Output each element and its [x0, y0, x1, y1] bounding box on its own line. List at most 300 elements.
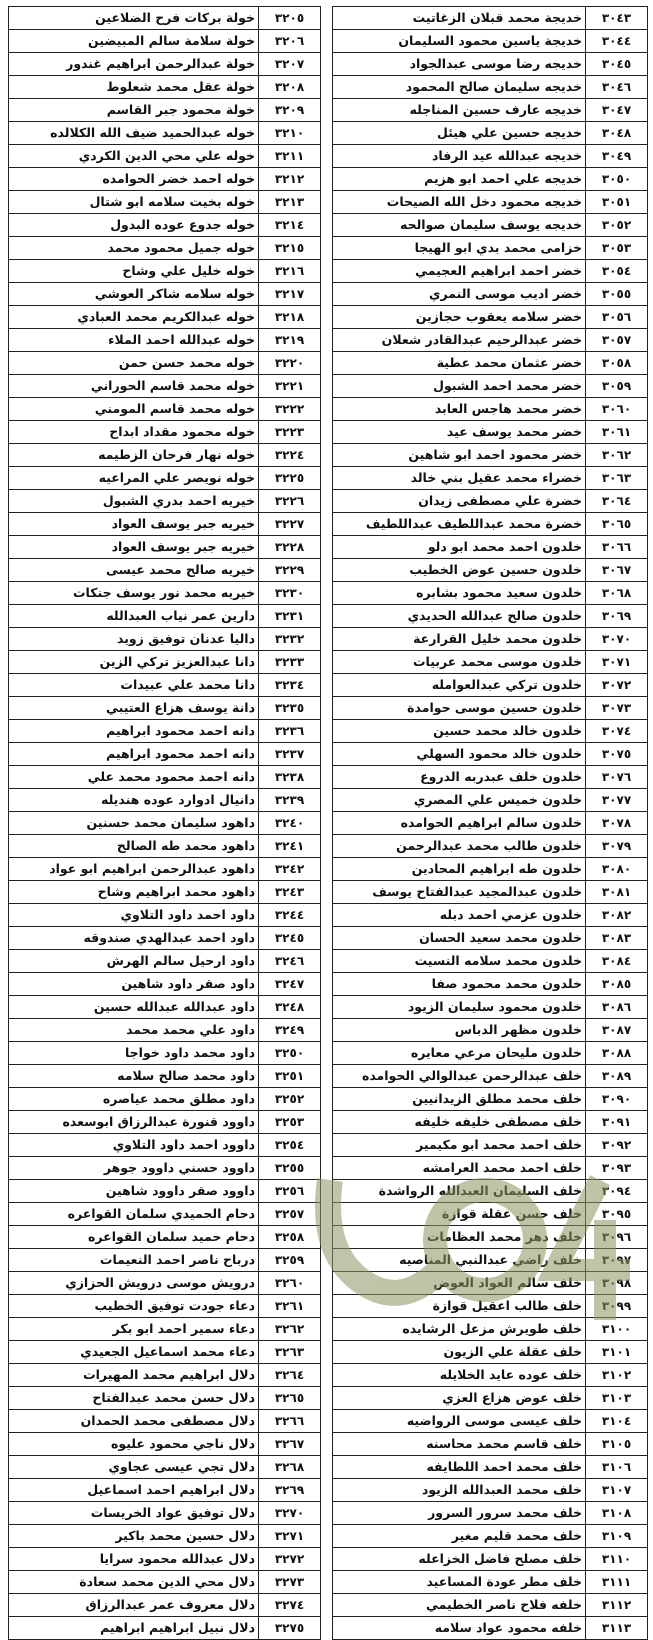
entry-number: ٣٢٧٥: [259, 1617, 321, 1640]
entry-number: ٣١٠٦: [586, 1456, 648, 1479]
entry-number: ٣٠٧٥: [586, 743, 648, 766]
table-row: [9, 697, 321, 720]
table-row: [333, 858, 648, 881]
entry-name: خضر احمد ابراهيم العجيمي: [333, 260, 586, 283]
entry-name: خوله جميل محمود محمد: [9, 237, 259, 260]
table-row: [333, 53, 648, 76]
table-row: [333, 1433, 648, 1456]
entry-number: ٣٠٤٦: [586, 76, 648, 99]
entry-name: خلدون خالد محمود السهلي: [333, 743, 586, 766]
table-row: [333, 122, 648, 145]
entry-number: ٣٠٦١: [586, 421, 648, 444]
table-row: [9, 1272, 321, 1295]
entry-name: خديجة محمد قبلان الزغاتيت: [333, 7, 586, 30]
entry-number: ٣٢٧١: [259, 1525, 321, 1548]
table-row: [333, 628, 648, 651]
table-row: [333, 375, 648, 398]
entry-name: دعاء محمد اسماعيل الجعيدي: [9, 1341, 259, 1364]
entry-number: ٣٢٤٣: [259, 881, 321, 904]
table-row: [9, 559, 321, 582]
entry-name: داود علي محمد محمد: [9, 1019, 259, 1042]
entry-name: خلدون مليحان مرعي معايره: [333, 1042, 586, 1065]
entry-name: خلدون تركي عبدالعوامله: [333, 674, 586, 697]
entry-name: دانه احمد محمود محمد علي: [9, 766, 259, 789]
entry-name: داوود قنورة عبدالرزاق ابوسعده: [9, 1111, 259, 1134]
entry-name: خلدون عزمي احمد دبله: [333, 904, 586, 927]
entry-name: خلدون احمد محمد ابو دلو: [333, 536, 586, 559]
entry-name: خوله محمد قاسم المومني: [9, 398, 259, 421]
entry-name: دلال نبيل ابراهيم ابراهيم: [9, 1617, 259, 1640]
entry-number: ٣٠٤٤: [586, 30, 648, 53]
entry-name: داوود حسني داوود جوهر: [9, 1157, 259, 1180]
table-row: [333, 145, 648, 168]
entry-number: ٣٢٥٨: [259, 1226, 321, 1249]
table-row: [333, 536, 648, 559]
entry-number: ٣٢٠٦: [259, 30, 321, 53]
table-row: [333, 1295, 648, 1318]
entry-name: خضر محمد احمد الشبول: [333, 375, 586, 398]
table-row: [9, 237, 321, 260]
entry-name: دانا محمد علي عبيدات: [9, 674, 259, 697]
entry-name: دحام حميد سلمان القواعره: [9, 1226, 259, 1249]
entry-number: ٣٠٥٨: [586, 352, 648, 375]
table-row: [333, 904, 648, 927]
entry-number: ٣١٠٤: [586, 1410, 648, 1433]
entry-number: ٣١٠٥: [586, 1433, 648, 1456]
entry-number: ٣٠٩١: [586, 1111, 648, 1134]
entry-name: دلال حسين محمد باكير: [9, 1525, 259, 1548]
entry-name: خلدون محمد سلامه النسيت: [333, 950, 586, 973]
table-row: [333, 444, 648, 467]
table-row: [9, 168, 321, 191]
entry-name: خلف عوض هزاع العزي: [333, 1387, 586, 1410]
entry-number: ٣٢٤١: [259, 835, 321, 858]
entry-number: ٣٠٧١: [586, 651, 648, 674]
entry-number: ٣٢٢٢: [259, 398, 321, 421]
table-row: [333, 398, 648, 421]
table-row: [333, 1410, 648, 1433]
entry-number: ٣٢٢٨: [259, 536, 321, 559]
table-row: [9, 513, 321, 536]
entry-number: ٣٢٥٢: [259, 1088, 321, 1111]
table-row: [9, 628, 321, 651]
entry-number: ٣٠٥٧: [586, 329, 648, 352]
table-row: [333, 1364, 648, 1387]
entry-name: داود محمد داود خواجا: [9, 1042, 259, 1065]
entry-name: خوله محمد قاسم الحوراني: [9, 375, 259, 398]
entry-number: ٣١١١: [586, 1571, 648, 1594]
entry-name: دلال عبدالله محمود سرايا: [9, 1548, 259, 1571]
entry-name: خضر سلامه يعقوب حجازين: [333, 306, 586, 329]
entry-name: خزامى محمد بدي ابو الهيجا: [333, 237, 586, 260]
entry-number: ٣٠٦٧: [586, 559, 648, 582]
entry-name: دلال مصطفى محمد الحمدان: [9, 1410, 259, 1433]
table-row: [333, 651, 648, 674]
entry-name: خوله بخيت سلامه ابو شتال: [9, 191, 259, 214]
table-row: [9, 651, 321, 674]
table-row: [9, 352, 321, 375]
entry-name: خلف سالم العواد العوض: [333, 1272, 586, 1295]
entry-number: ٣٢٥٩: [259, 1249, 321, 1272]
entry-number: ٣٠٥٤: [586, 260, 648, 283]
table-row: [9, 996, 321, 1019]
table-row: [333, 1065, 648, 1088]
entry-number: ٣٠٥٠: [586, 168, 648, 191]
table-row: [333, 1019, 648, 1042]
entry-name: داليا عدنان توفيق زويد: [9, 628, 259, 651]
entry-number: ٣٠٤٧: [586, 99, 648, 122]
entry-name: خلف قاسم محمد محاسنه: [333, 1433, 586, 1456]
entry-number: ٣٢٤٥: [259, 927, 321, 950]
entry-name: خوله علي محي الدين الكردي: [9, 145, 259, 168]
table-row: [9, 398, 321, 421]
entry-number: ٣٠٦٤: [586, 490, 648, 513]
entry-name: خوله جدوع عوده البدول: [9, 214, 259, 237]
entry-name: خلدون محمد سعيد الحسان: [333, 927, 586, 950]
entry-name: خديجه علي احمد ابو هزيم: [333, 168, 586, 191]
entry-name: خضر عثمان محمد عطية: [333, 352, 586, 375]
entry-number: ٣٢٦٧: [259, 1433, 321, 1456]
table-row: [9, 214, 321, 237]
entry-name: خديجه عارف حسين المناجله: [333, 99, 586, 122]
entry-number: ٣٢٣٣: [259, 651, 321, 674]
entry-number: ٣٠٧٩: [586, 835, 648, 858]
table-row: [9, 375, 321, 398]
entry-name: خضر اديب موسى النمري: [333, 283, 586, 306]
table-row: [333, 1571, 648, 1594]
entry-number: ٣٢٦٠: [259, 1272, 321, 1295]
table-row: [333, 1502, 648, 1525]
table-row: [9, 1157, 321, 1180]
table-row: [9, 1617, 321, 1640]
entry-number: ٣٢١٧: [259, 283, 321, 306]
entry-number: ٣٠٦٥: [586, 513, 648, 536]
entry-number: ٣٠٩٢: [586, 1134, 648, 1157]
entry-name: خوله محمد حسن حمن: [9, 352, 259, 375]
entry-number: ٣٠٨٧: [586, 1019, 648, 1042]
table-row: [9, 582, 321, 605]
table-row: [9, 1594, 321, 1617]
entry-name: دلال توفيق عواد الخريسات: [9, 1502, 259, 1525]
entry-name: خلدون طالب محمد عبدالرحمن: [333, 835, 586, 858]
table-row: [333, 30, 648, 53]
table-row: [333, 1088, 648, 1111]
entry-name: خلف السليمان العبدالله الرواشدة: [333, 1180, 586, 1203]
entry-name: دانيال ادوارد عوده هنديله: [9, 789, 259, 812]
entry-number: ٣٢٠٥: [259, 7, 321, 30]
entry-number: ٣٢١٥: [259, 237, 321, 260]
table-row: [9, 467, 321, 490]
entry-name: خديجه عبدالله عيد الرفاد: [333, 145, 586, 168]
entry-number: ٣٢٧٢: [259, 1548, 321, 1571]
table-row: [333, 720, 648, 743]
entry-number: ٣٠٥٢: [586, 214, 648, 237]
table-row: [9, 927, 321, 950]
table-row: [333, 766, 648, 789]
entry-name: خلف عوده عايد الخلايله: [333, 1364, 586, 1387]
entry-number: ٣٢٤٩: [259, 1019, 321, 1042]
table-row: [9, 1203, 321, 1226]
entry-name: دانه احمد محمود ابراهيم: [9, 720, 259, 743]
table-row: [333, 1525, 648, 1548]
table-row: [9, 1571, 321, 1594]
entry-name: خلف حسن عقلة قوازة: [333, 1203, 586, 1226]
table-row: [9, 835, 321, 858]
entry-name: خلف عيسى موسى الرواضيه: [333, 1410, 586, 1433]
entry-name: خلدون محمد خليل القرارعة: [333, 628, 586, 651]
entry-number: ٣٠٨٥: [586, 973, 648, 996]
entry-name: خلف احمد محمد ابو مكيمير: [333, 1134, 586, 1157]
entry-name: خلف مطر عودة المساعيد: [333, 1571, 586, 1594]
entry-name: خلف طالب اعقيل قوازة: [333, 1295, 586, 1318]
entry-name: داود ارحيل سالم الهرش: [9, 950, 259, 973]
entry-name: خلدون طه ابراهيم المحادين: [333, 858, 586, 881]
entry-name: خلدون خميس علي المصري: [333, 789, 586, 812]
entry-name: درويش موسى درويش الحزازي: [9, 1272, 259, 1295]
entry-name: خلدون موسى محمد عربيات: [333, 651, 586, 674]
entry-name: خلدون خلف عبدربه الدروع: [333, 766, 586, 789]
entry-number: ٣٢٤٤: [259, 904, 321, 927]
table-row: [333, 674, 648, 697]
entry-number: ٣٢٣٠: [259, 582, 321, 605]
table-row: [333, 835, 648, 858]
entry-number: ٣٢٦٩: [259, 1479, 321, 1502]
entry-name: خلدون مظهر الدباس: [333, 1019, 586, 1042]
table-row: [9, 283, 321, 306]
table-row: [333, 605, 648, 628]
table-row: [9, 7, 321, 30]
entry-name: دلال ابراهيم احمد اسماعيل: [9, 1479, 259, 1502]
entry-number: ٣٠٦٦: [586, 536, 648, 559]
table-row: [9, 30, 321, 53]
entry-name: خلف احمد محمد العرامشه: [333, 1157, 586, 1180]
entry-number: ٣٠٩٩: [586, 1295, 648, 1318]
entry-number: ٣٢٧٤: [259, 1594, 321, 1617]
entry-name: خلفه محمود عواد سلامه: [333, 1617, 586, 1640]
table-row: [9, 1249, 321, 1272]
table-row: [333, 559, 648, 582]
entry-number: ٣٢٦٤: [259, 1364, 321, 1387]
entry-number: ٣٠٤٣: [586, 7, 648, 30]
table-row: [333, 1456, 648, 1479]
entry-name: دلال تجي عيسى عجاوي: [9, 1456, 259, 1479]
table-row: [9, 1341, 321, 1364]
table-row: [333, 1111, 648, 1134]
table-row: [9, 1295, 321, 1318]
entry-number: ٣٢٥٣: [259, 1111, 321, 1134]
entry-name: خلدون حسين عوض الخطيب: [333, 559, 586, 582]
entry-name: داهود عبدالرحمن ابراهيم ابو عواد: [9, 858, 259, 881]
table-row: [9, 306, 321, 329]
entry-number: ٣٢٥١: [259, 1065, 321, 1088]
table-row: [333, 582, 648, 605]
entry-number: ٣٢٤٨: [259, 996, 321, 1019]
table-row: [333, 1226, 648, 1249]
table-row: [9, 76, 321, 99]
table-row: [9, 950, 321, 973]
table-row: [9, 99, 321, 122]
entry-name: خلدون سالم ابراهيم الحوامده: [333, 812, 586, 835]
entry-number: ٣١١٣: [586, 1617, 648, 1640]
entry-number: ٣٢١٩: [259, 329, 321, 352]
entry-name: خلف دهر محمد العظامات: [333, 1226, 586, 1249]
table-row: [9, 743, 321, 766]
entry-number: ٣٢٠٨: [259, 76, 321, 99]
table-row: [9, 1548, 321, 1571]
table-row: [333, 99, 648, 122]
table-row: [9, 1065, 321, 1088]
table-row: [333, 1180, 648, 1203]
entry-number: ٣٢٣٧: [259, 743, 321, 766]
entry-name: خولة عقل محمد شعلوط: [9, 76, 259, 99]
entry-number: ٣٠٩٧: [586, 1249, 648, 1272]
entry-number: ٣١٠١: [586, 1341, 648, 1364]
entry-name: خوله احمد خضر الحوامده: [9, 168, 259, 191]
entry-number: ٣٠٦٨: [586, 582, 648, 605]
table-row: [9, 904, 321, 927]
entry-name: داود مطلق محمد عياصره: [9, 1088, 259, 1111]
entry-number: ٣٢٠٩: [259, 99, 321, 122]
entry-name: خلدون عبدالمجيد عبدالفتاح يوسف: [333, 881, 586, 904]
table-row: [9, 881, 321, 904]
table-row: [9, 1433, 321, 1456]
table-row: [9, 720, 321, 743]
entry-name: خضر محمد هاجس العابد: [333, 398, 586, 421]
entry-name: دلال ابراهيم محمد المهيرات: [9, 1364, 259, 1387]
entry-name: داهود سليمان محمد حسنين: [9, 812, 259, 835]
entry-name: درباح ناصر احمد النعيمات: [9, 1249, 259, 1272]
entry-name: خديجه رضا موسى عبدالجواد: [333, 53, 586, 76]
entry-name: خلف محمد العبدالله الزيود: [333, 1479, 586, 1502]
entry-name: دانه احمد محمود ابراهيم: [9, 743, 259, 766]
entry-name: دحام الحميدي سلمان القواعره: [9, 1203, 259, 1226]
entry-name: خوله نويصر علي المراعيه: [9, 467, 259, 490]
table-row: [333, 1341, 648, 1364]
entry-number: ٣٢٢٣: [259, 421, 321, 444]
entry-number: ٣٢٤٢: [259, 858, 321, 881]
entry-number: ٣٢٣٩: [259, 789, 321, 812]
entry-number: ٣٢٦٢: [259, 1318, 321, 1341]
entry-number: ٣٢٦١: [259, 1295, 321, 1318]
entry-name: خلف مصلح فاضل الخزاعله: [333, 1548, 586, 1571]
entry-name: خوله عبدالله احمد الملاء: [9, 329, 259, 352]
table-row: [9, 1364, 321, 1387]
table-row: [9, 766, 321, 789]
table-row: [9, 1318, 321, 1341]
names-table-right: [332, 6, 648, 1640]
entry-name: داوود صقر داوود شاهين: [9, 1180, 259, 1203]
table-row: [333, 743, 648, 766]
table-row: [333, 789, 648, 812]
table-row: [9, 1019, 321, 1042]
entry-name: خضراء محمد عقيل بني خالد: [333, 467, 586, 490]
entry-number: ٣٠٦٣: [586, 467, 648, 490]
table-row: [9, 858, 321, 881]
table-row: [9, 536, 321, 559]
entry-number: ٣٠٥٥: [586, 283, 648, 306]
entry-name: خديجة ياسين محمود السليمان: [333, 30, 586, 53]
entry-number: ٣٠٧٢: [586, 674, 648, 697]
table-row: [333, 1249, 648, 1272]
entry-number: ٣٢٠٧: [259, 53, 321, 76]
entry-number: ٣٠٩٤: [586, 1180, 648, 1203]
entry-name: خوله نهار فرحان الزطيمه: [9, 444, 259, 467]
table-row: [333, 168, 648, 191]
table-row: [333, 76, 648, 99]
entry-number: ٣٢٤٧: [259, 973, 321, 996]
entry-name: دعاء جودت توفيق الخطيب: [9, 1295, 259, 1318]
table-row: [333, 513, 648, 536]
table-row: [333, 283, 648, 306]
entry-number: ٣١٠٢: [586, 1364, 648, 1387]
entry-number: ٣٠٥٦: [586, 306, 648, 329]
entry-name: خديجه محمود دخل الله الصيحات: [333, 191, 586, 214]
table-row: [333, 973, 648, 996]
table-row: [9, 122, 321, 145]
table-row: [9, 674, 321, 697]
entry-number: ٣٠٦٩: [586, 605, 648, 628]
entry-name: خلف عبدالرحمن عبدالوالي الحوامده: [333, 1065, 586, 1088]
entry-name: دلال معروف عمر عبدالرزاق: [9, 1594, 259, 1617]
entry-number: ٣٢١٤: [259, 214, 321, 237]
entry-number: ٣٠٤٥: [586, 53, 648, 76]
entry-number: ٣٢٢٠: [259, 352, 321, 375]
entry-number: ٣٠٩٠: [586, 1088, 648, 1111]
table-row: [9, 789, 321, 812]
entry-number: ٣٢٣٤: [259, 674, 321, 697]
entry-name: خيريه محمد نور يوسف جنكات: [9, 582, 259, 605]
entry-name: خوله خليل علي وشاح: [9, 260, 259, 283]
table-row: [333, 237, 648, 260]
table-row: [333, 1617, 648, 1640]
entry-name: خلف عقلة علي الزيون: [333, 1341, 586, 1364]
table-row: [9, 421, 321, 444]
table-row: [333, 490, 648, 513]
entry-number: ٣٢١٢: [259, 168, 321, 191]
entry-number: ٣٢٣٥: [259, 697, 321, 720]
table-row: [333, 950, 648, 973]
entry-number: ٣٠٨٩: [586, 1065, 648, 1088]
entry-name: خوله محمود مقداد ابداح: [9, 421, 259, 444]
entry-number: ٣٢٢٤: [259, 444, 321, 467]
entry-name: داود صقر داود شاهين: [9, 973, 259, 996]
table-row: [333, 927, 648, 950]
table-row: [333, 421, 648, 444]
entry-name: خلدون صالح عبدالله الحديدي: [333, 605, 586, 628]
entry-number: ٣٢٥٦: [259, 1180, 321, 1203]
entry-number: ٣٠٥١: [586, 191, 648, 214]
entry-name: خلف محمد سرور السرور: [333, 1502, 586, 1525]
entry-name: خلف طويرش مزعل الرشايده: [333, 1318, 586, 1341]
entry-number: ٣٠٨١: [586, 881, 648, 904]
entry-name: خيريه صالح محمد عيسى: [9, 559, 259, 582]
entry-name: خديجه حسين علي هيئل: [333, 122, 586, 145]
table-row: [333, 1042, 648, 1065]
table-row: [333, 352, 648, 375]
table-row: [333, 1272, 648, 1295]
entry-name: خلدون حسين موسى حوامدة: [333, 697, 586, 720]
table-row: [333, 1318, 648, 1341]
entry-number: ٣٢١٦: [259, 260, 321, 283]
table-row: [333, 1157, 648, 1180]
entry-number: ٣٠٧٨: [586, 812, 648, 835]
entry-name: خضر عبدالرحيم عبدالقادر شعلان: [333, 329, 586, 352]
entry-name: خيريه جبر يوسف العواد: [9, 513, 259, 536]
entry-number: ٣٢٧٣: [259, 1571, 321, 1594]
entry-name: خلف مصطفى خليفه خليفه: [333, 1111, 586, 1134]
entry-name: دانا عبدالعزيز تركي الزين: [9, 651, 259, 674]
entry-name: خيريه جبر يوسف العواد: [9, 536, 259, 559]
